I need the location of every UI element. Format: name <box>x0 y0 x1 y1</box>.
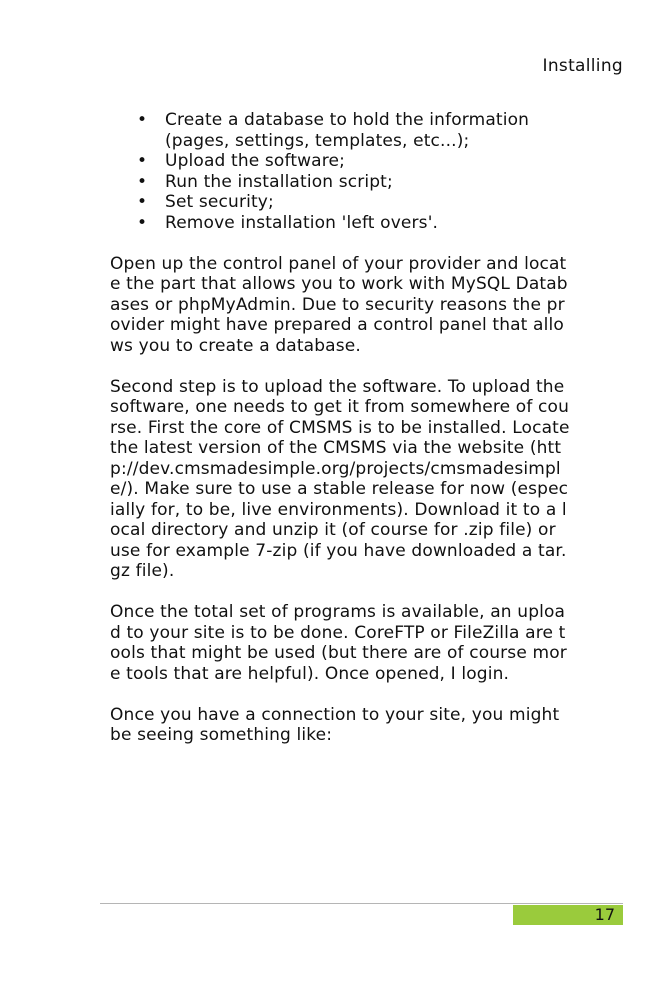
list-item <box>110 213 570 234</box>
page-number: 17 <box>594 905 615 924</box>
running-header: Installing <box>542 56 623 76</box>
bullet-icon: • <box>137 151 148 171</box>
bullet-icon: • <box>137 212 148 233</box>
bullet-icon: • <box>137 110 148 130</box>
list-item-text: Run the installation script; <box>165 171 393 192</box>
list-item <box>110 110 570 151</box>
page-number-badge <box>513 905 623 925</box>
list-item <box>110 151 570 172</box>
paragraph-ftp-tools: Once the total set of programs is available, an upload to your site is to be done. CoreFTP or FileZilla are tools that might be used (but there are of course more tools that are helpful). Once opened, I login. <box>110 602 567 684</box>
list-item-text: Remove installation 'left overs'. <box>165 212 439 233</box>
list-item-text: Set security; <box>165 192 274 212</box>
list-item-text: Create a database to hold the information (pages, settings, templates, etc...); <box>165 110 530 151</box>
list-item <box>110 192 570 213</box>
page-body <box>110 110 570 746</box>
bullet-icon: • <box>137 171 148 192</box>
paragraph-upload-software: Second step is to upload the software. To upload the software, one needs to get it from somewhere of course. First the core of CMSMS is to be installed. Locate the latest version of the CMSMS via the website (http://dev.cmsmadesimple.org/projects/cmsmadesimple/). Make sure to use a stable release for now (especially for, to be, live environments). Download it to a local directory and unzip it (of course for .zip file) or use for example 7-zip (if you have downloaded a tar.gz file). <box>110 376 570 581</box>
paragraph-control-panel: Open up the control panel of your provider and locate the part that allows you to work with MySQL Databases or phpMyAdmin. Due to security reasons the provider might have prepared a control panel that allows you to create a database. <box>110 253 568 356</box>
bullet-icon: • <box>137 192 148 212</box>
paragraph-connection: Once you have a connection to your site, you might be seeing something like: <box>110 704 560 745</box>
footer-divider <box>100 903 623 904</box>
list-item-text: Upload the software; <box>165 151 346 171</box>
list-item <box>110 172 570 193</box>
install-steps-list <box>110 110 570 233</box>
